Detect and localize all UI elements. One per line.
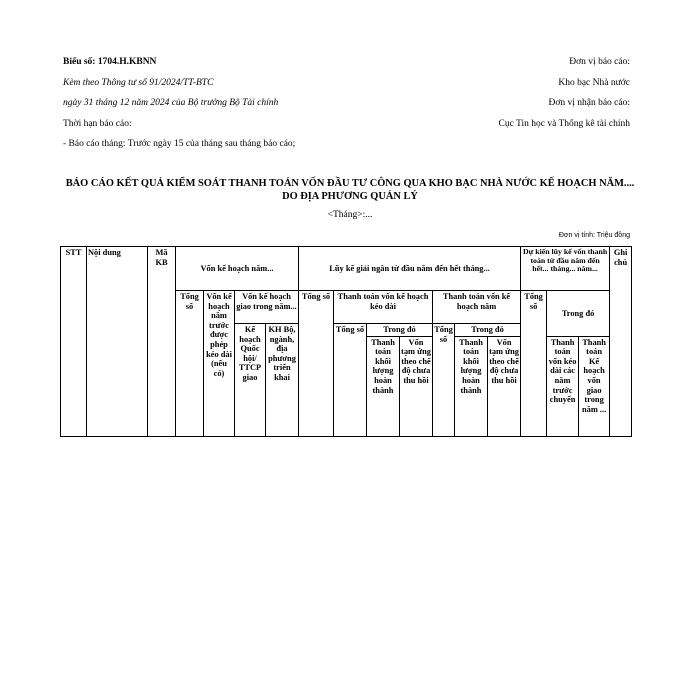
col-khn-trong-do: Trong đó <box>455 324 521 337</box>
reporting-unit: Kho bạc Nhà nước <box>558 77 630 88</box>
deadline-detail: - Báo cáo tháng: Trước ngày 15 của tháng sau tháng báo cáo; <box>63 139 296 149</box>
col-tt-keo-dai: Thanh toán vốn kế hoạch kéo dài <box>334 291 433 324</box>
header-right <box>499 52 631 134</box>
attach-line-2: ngày 31 tháng 12 năm 2024 của Bộ trưởng Bộ Tài chính <box>63 98 279 108</box>
col-ke-hoach-quoc-hoi: Kế hoạch Quốc hội/ TTCP giao <box>235 324 266 437</box>
col-dk-tong-so: Tổng số <box>521 291 547 437</box>
header-left <box>63 52 295 155</box>
deadline-label: Thời hạn báo cáo: <box>63 118 132 129</box>
col-vkh-nam-truoc: Vốn kế hoạch năm trước được phép kéo dài (nếu có) <box>204 291 235 437</box>
col-ghi-chu: Ghi chú <box>610 247 632 437</box>
col-du-kien: Dự kiến lũy kế vốn thanh toán từ đầu năm đến hết... tháng... năm... <box>521 247 610 291</box>
report-title: BÁO CÁO KẾT QUẢ KIỂM SOÁT THANH TOÁN VỐN ĐẦU TƯ CÔNG QUA KHO BẠC NHÀ NƯỚC KẾ HOẠCH NĂM.... DO ĐỊA PHƯƠNG QUẢN LÝ <box>65 178 635 202</box>
col-vkh-giao: Vốn kế hoạch giao trong năm... <box>235 291 299 324</box>
col-kd-khoi-luong: Thanh toán khối lượng hoàn thành <box>367 336 400 436</box>
col-kd-trong-do: Trong đó <box>367 324 433 337</box>
col-dk-trong-do: Trong đó <box>547 291 610 337</box>
col-kd-tong-so: Tổng số <box>334 324 367 437</box>
col-vkh-tong-so: Tổng số <box>176 291 204 437</box>
receiving-unit: Cục Tin học và Thống kê tài chính <box>498 118 630 129</box>
col-noi-dung: Nội dung <box>87 247 148 437</box>
col-khn-khoi-luong: Thanh toán khối lượng hoàn thành <box>455 336 488 436</box>
form-code: Biểu số: 1704.H.KBNN <box>63 57 157 67</box>
col-kd-tam-ung: Vốn tạm ứng theo chế độ chưa thu hồi <box>400 336 433 436</box>
report-table <box>60 246 632 437</box>
receiving-unit-label: Đơn vị nhận báo cáo: <box>548 98 630 108</box>
col-khn-tong-so: Tổng số <box>433 324 455 437</box>
col-stt: STT <box>61 247 87 437</box>
col-ma-kb: Mã KB <box>148 247 176 437</box>
attach-line-1: Kèm theo Thông tư số 91/2024/TT-BTC <box>63 77 214 88</box>
report-month: <Tháng>:... <box>327 210 373 220</box>
col-lk-tong-so: Tổng số <box>299 291 334 437</box>
col-khn-tam-ung: Vốn tạm ứng theo chế độ chưa thu hồi <box>488 336 521 436</box>
col-kh-bo-nganh: KH Bộ, ngành, địa phương triển khai <box>266 324 299 437</box>
reporting-unit-label: Đơn vị báo cáo: <box>569 57 630 67</box>
col-tt-ke-hoach-nam: Thanh toán vốn kế hoạch năm <box>433 291 521 324</box>
col-dk-von-keo-dai: Thanh toán vốn kéo dài các năm trước chuyển <box>547 336 579 436</box>
unit-label: Đơn vị tính: Triệu đồng <box>558 232 630 239</box>
col-luy-ke: Lũy kế giải ngân từ đầu năm đến hết tháng... <box>299 247 521 291</box>
col-dk-ke-hoach-giao: Thanh toán Kế hoạch vốn giao trong năm ... <box>579 336 610 436</box>
col-von-ke-hoach: Vốn kế hoạch năm... <box>176 247 299 291</box>
